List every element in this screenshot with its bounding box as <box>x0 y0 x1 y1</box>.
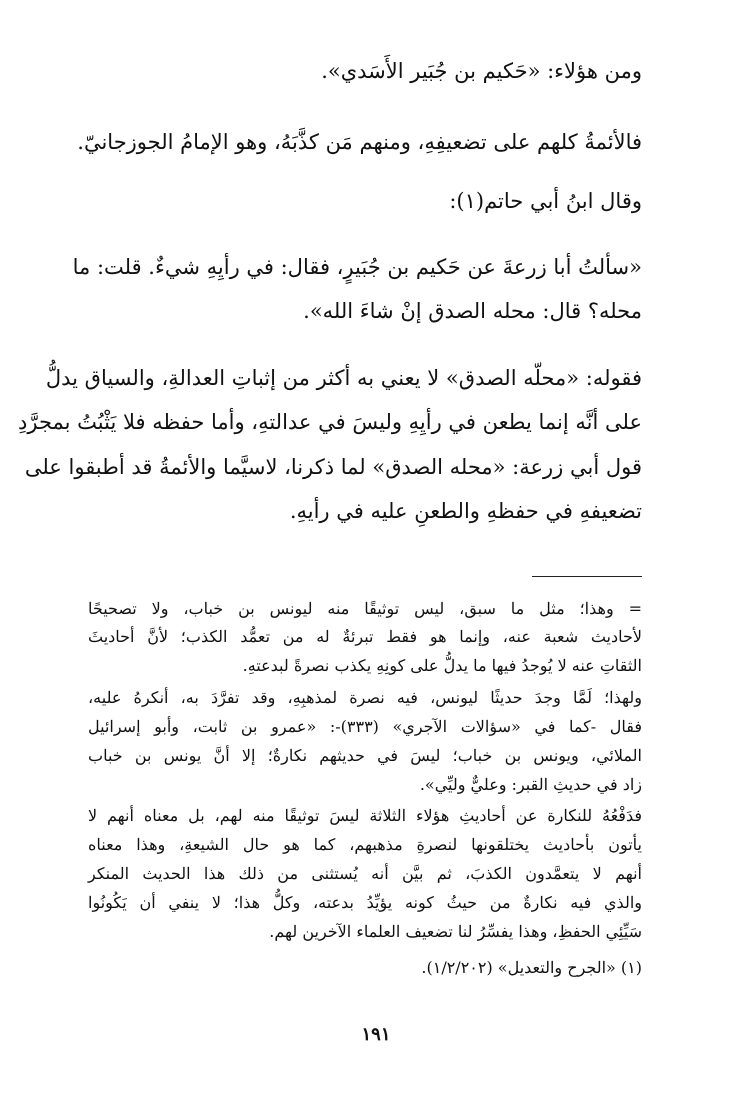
footnote-line-7: زاد في حديثِ القبر: وعليٌّ وليِّي». <box>419 775 642 794</box>
main-line-6: فقوله: «محلّه الصدق» لا يعني به أكثر من إثباتِ العدالةِ، والسياق يدلُّ <box>45 366 642 390</box>
footnote-line-10: أنهم لا يتعمَّدون الكذبَ، ثم بيَّن أنه يُستثنى من ذلك هذا الحديث المنكر <box>88 864 642 883</box>
main-line-9: تضعيفهِ في حفظهِ والطعنِ عليه في رأيهِ. <box>289 499 642 523</box>
footnote-line-3: الثقاتِ عنه لا يُوجدُ فيها ما يدلُّ على كونِهِ يكذب نصرةً لبدعتهِ. <box>242 656 642 675</box>
footnote-line-4: ولهذا؛ لَمَّا وجدَ حديثًا ليونس، فيه نصرة لمذهبِهِ، وقد تفرَّدَ به، أنكرهُ عليه، <box>88 688 642 707</box>
footnote-line-9: يأتون بأحاديث يختلقونها لنصرةِ مذهبهم، كما هو حال الشيعةِ، وهذا معناه <box>88 835 642 854</box>
main-line-5: محله؟ قال: محله الصدق إنْ شاءَ الله». <box>303 299 642 323</box>
footnote-line-2: لأحاديث شعبة عنه، وإنما هو فقط تبرئةٌ له من تعمُّد الكذب؛ لأنَّ أحاديثَ <box>88 627 642 646</box>
footnote-line-8: فدَفْعُهُ للنكارة عن أحاديثِ هؤلاء الثلاثة ليسَ توثيقًا منه لهم، بل معناه أنهم لا <box>88 806 642 825</box>
main-line-1: ومن هؤلاء: «حَكيم بن جُبَير الأَسَدي». <box>321 59 642 83</box>
footnote-line-1: = وهذا؛ مثل ما سبق، ليس توثيقًا منه ليونس بن خباب، ولا تصحيحًا <box>88 599 642 618</box>
footnote-line-11: والذي فيه نكارةٌ من حيثُ كونه يؤيِّدُ بدعته، وكلُّ هذا؛ لا ينفي أن يَكُونُوا <box>88 893 642 912</box>
footnote-line-6: الملائي، ويونس بن خباب؛ ليسَ في حديثهم نكارةٌ؛ إلا أنَّ يونس بن خباب <box>88 746 642 765</box>
main-line-4: «سألتُ أبا زرعةَ عن حَكيم بن جُبَيرٍ، فقال: في رأيِهِ شيءٌ. قلت: ما <box>72 255 642 279</box>
footnote-line-12: سَيِّئِي الحفظِ، وهذا يفسِّرُ لنا تضعيف العلماء الآخرين لهم. <box>269 922 642 941</box>
main-line-8: قول أبي زرعة: «محله الصدق» لما ذكرنا، لاسيَّما والأئمةُ قد أطبقوا على <box>24 455 642 479</box>
page-number: ١٩١ <box>361 1024 391 1045</box>
main-line-2: فالأئمةُ كلهم على تضعيفِهِ، ومنهم مَن كذَّبَهُ، وهو الإمامُ الجوزجانيّ. <box>77 130 642 154</box>
footnote-reference: (١) «الجرح والتعديل» (١/٢/٢٠٢). <box>421 958 642 977</box>
main-line-7: على أنَّه إنما يطعن في رأيِهِ وليسَ في عدالتهِ، وأما حفظه فلا يَثْبُتُ بمجرَّدِ <box>18 410 642 434</box>
footnote-separator <box>532 576 642 577</box>
footnote-line-5: فقال -كما في «سؤالات الآجري» (٣٣٣)-: «عمرو بن ثابت، وأبو إسرائيل <box>88 717 642 736</box>
main-line-3: وقال ابنُ أبي حاتم(١): <box>449 189 642 213</box>
